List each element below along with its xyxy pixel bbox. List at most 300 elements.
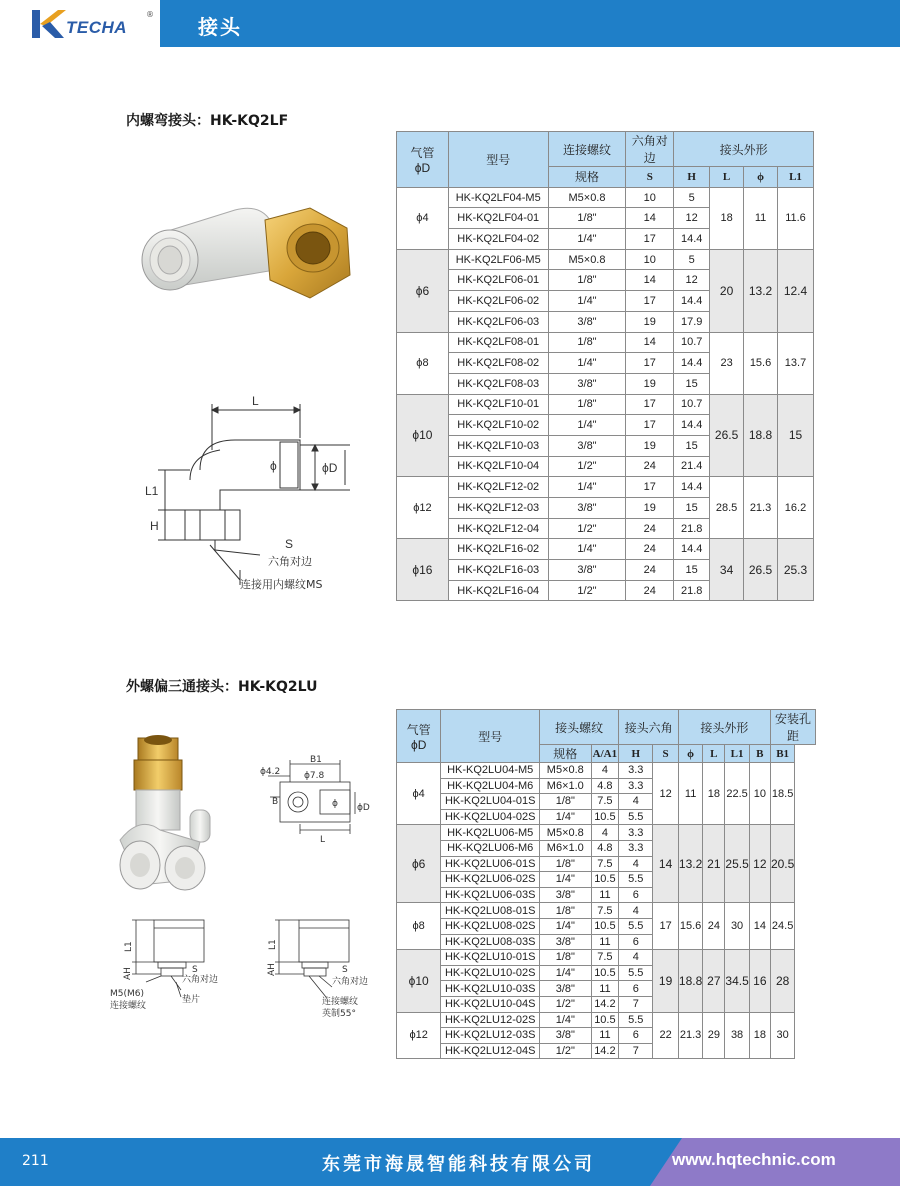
model-cell: HK-KQ2LU04-M6 (441, 778, 540, 794)
h-cell: 14.4 (674, 415, 710, 436)
s-cell: 14 (626, 270, 674, 291)
spec-cell: 1/8" (540, 856, 591, 872)
spec-cell: 1/4" (540, 965, 591, 981)
a-cell: 7.5 (591, 856, 619, 872)
header-hex-2: 接头六角 (619, 710, 679, 745)
header-hex: 六角对边 (626, 132, 674, 167)
l1-cell: 25.5 (725, 825, 749, 903)
b-cell: 18 (749, 1012, 770, 1059)
a-cell: 11 (591, 981, 619, 997)
s-cell: 24 (626, 456, 674, 477)
company-name: 东莞市海晟智能科技有限公司 (322, 1154, 595, 1175)
model-cell: HK-KQ2LF04-02 (448, 229, 548, 250)
phi-cell: 11 (678, 763, 702, 825)
h-cell: 3.3 (619, 763, 653, 779)
tube-size: ϕ4 (397, 763, 441, 825)
header-B: B (749, 745, 770, 763)
dim-L-label-2: L (320, 835, 326, 845)
dim-L1-label: L1 (145, 484, 159, 498)
header-B1: B1 (770, 745, 794, 763)
spec-cell: M5×0.8 (540, 825, 591, 841)
spec-cell: M5×0.8 (548, 187, 626, 208)
header-phi-2: ϕ (678, 745, 702, 763)
table-row (397, 825, 816, 841)
logo-registered-mark: ® (146, 10, 154, 19)
h-cell: 14.4 (674, 229, 710, 250)
header-L1: L1 (778, 167, 814, 188)
tube-size: ϕ8 (397, 903, 441, 950)
table-row (397, 187, 814, 208)
s-cell: 19 (626, 373, 674, 394)
header-H-2: H (619, 745, 653, 763)
model-cell: HK-KQ2LU04-02S (441, 809, 540, 825)
a-cell: 4 (591, 763, 619, 779)
header-tube: 气管 ϕD (397, 132, 449, 188)
model-cell: HK-KQ2LF12-02 (448, 477, 548, 498)
h-cell: 3.3 (619, 840, 653, 856)
a-cell: 10.5 (591, 1012, 619, 1028)
internal-thread-label: 连接用内螺纹MS (240, 578, 323, 591)
tube-size: ϕ6 (397, 249, 449, 332)
h-cell: 5.5 (619, 965, 653, 981)
phi-cell: 15.6 (678, 903, 702, 950)
h-cell: 5.5 (619, 872, 653, 888)
header-H: H (674, 167, 710, 188)
model-cell: HK-KQ2LU06-01S (441, 856, 540, 872)
british-thread-label: 英制55° (322, 1009, 356, 1019)
header-shape-2: 接头外形 (678, 710, 770, 745)
h-cell: 3.3 (619, 825, 653, 841)
l1-cell: 34.5 (725, 950, 749, 1012)
phi-cell: 26.5 (744, 539, 778, 601)
model-cell: HK-KQ2LU10-02S (441, 965, 540, 981)
h-cell: 5.5 (619, 809, 653, 825)
tube-size: ϕ16 (397, 539, 449, 601)
l-cell: 21 (703, 825, 725, 903)
s-cell: 10 (626, 187, 674, 208)
h-cell: 17.9 (674, 311, 710, 332)
s-cell: 14 (626, 208, 674, 229)
a-cell: 10.5 (591, 965, 619, 981)
header-thread-spec: 规格 (548, 167, 626, 188)
l-cell: 26.5 (710, 394, 744, 477)
tube-size: ϕ10 (397, 394, 449, 477)
kq2lu-product-photo (110, 730, 220, 900)
l1-cell: 12.4 (778, 249, 814, 332)
s-cell: 17 (626, 353, 674, 374)
hex-label-a: 六角对边 (182, 975, 219, 985)
phi-cell: 18.8 (744, 394, 778, 477)
h-cell: 7 (619, 996, 653, 1012)
model-cell: HK-KQ2LF10-01 (448, 394, 548, 415)
model-cell: HK-KQ2LF04-01 (448, 208, 548, 229)
b1-cell: 24.5 (770, 903, 794, 950)
a-cell: 7.5 (591, 950, 619, 966)
l1-cell: 16.2 (778, 477, 814, 539)
model-cell: HK-KQ2LU06-M5 (441, 825, 540, 841)
kq2lf-product-photo (125, 180, 375, 340)
spec-cell: 1/8" (548, 394, 626, 415)
dim-S-label-b: S (342, 965, 348, 975)
logo-mark-icon (28, 8, 68, 40)
b1-cell: 30 (770, 1012, 794, 1059)
b-cell: 16 (749, 950, 770, 1012)
h-cell: 15 (674, 435, 710, 456)
model-cell: HK-KQ2LF12-03 (448, 498, 548, 519)
h-cell: 15 (674, 373, 710, 394)
h-cell: 6 (619, 887, 653, 903)
model-cell: HK-KQ2LU06-03S (441, 887, 540, 903)
spec-cell: 1/2" (540, 1043, 591, 1059)
h-cell: 21.8 (674, 580, 710, 601)
l1-cell: 15 (778, 394, 814, 477)
h-cell: 6 (619, 1028, 653, 1044)
a-cell: 11 (591, 1028, 619, 1044)
conn-thread-label-b: 连接螺纹 (322, 997, 359, 1007)
washer-label: 垫片 (182, 995, 201, 1005)
l-cell: 23 (710, 332, 744, 394)
website-link[interactable]: www.hqtechnic.com (672, 1150, 836, 1169)
dim-B1-label: B1 (310, 755, 322, 765)
model-cell: HK-KQ2LU06-M6 (441, 840, 540, 856)
page-number: 211 (22, 1153, 49, 1169)
model-cell: HK-KQ2LF06-03 (448, 311, 548, 332)
l1-cell: 13.7 (778, 332, 814, 394)
s-cell: 17 (626, 394, 674, 415)
h-cell: 5 (674, 187, 710, 208)
l1-cell: 30 (725, 903, 749, 950)
h-cell: 4 (619, 794, 653, 810)
l-cell: 29 (703, 1012, 725, 1059)
s-cell: 22 (653, 1012, 679, 1059)
s-cell: 10 (626, 249, 674, 270)
model-cell: HK-KQ2LF16-04 (448, 580, 548, 601)
header-thread-spec-2: 规格 (540, 745, 591, 763)
table-row (397, 763, 816, 779)
spec-cell: 3/8" (540, 1028, 591, 1044)
dim-L1-label-b: L1 (268, 939, 278, 950)
page-footer (0, 1138, 900, 1186)
kq2lf-spec-table (396, 131, 814, 601)
l1-cell: 11.6 (778, 187, 814, 249)
a-cell: 4.8 (591, 840, 619, 856)
section2-title: 外螺偏三通接头：HK-KQ2LU (126, 679, 318, 695)
phi-cell: 13.2 (744, 249, 778, 332)
h-cell: 21.4 (674, 456, 710, 477)
l-cell: 34 (710, 539, 744, 601)
l-cell: 24 (703, 903, 725, 950)
model-cell: HK-KQ2LU08-03S (441, 934, 540, 950)
h-cell: 10.7 (674, 332, 710, 353)
kq2lf-dimension-drawing (140, 390, 380, 600)
dim-phi42-label: ϕ4.2 (260, 767, 281, 777)
header-L-2: L (703, 745, 725, 763)
spec-cell: 1/4" (548, 477, 626, 498)
model-cell: HK-KQ2LF04-M5 (448, 187, 548, 208)
a-cell: 10.5 (591, 809, 619, 825)
m5-m6-label: M5(M6) (110, 989, 145, 999)
spec-cell: 1/4" (548, 291, 626, 312)
h-cell: 12 (674, 270, 710, 291)
h-cell: 14.4 (674, 291, 710, 312)
spec-cell: 1/2" (548, 456, 626, 477)
spec-cell: 3/8" (548, 560, 626, 581)
h-cell: 4 (619, 903, 653, 919)
model-cell: HK-KQ2LU06-02S (441, 872, 540, 888)
tube-size: ϕ10 (397, 950, 441, 1012)
dim-L1-label-a: L1 (124, 941, 134, 952)
l1-cell: 38 (725, 1012, 749, 1059)
table-row (397, 1012, 816, 1028)
table-row (397, 332, 814, 353)
a-cell: 14.2 (591, 1043, 619, 1059)
header-thread: 连接螺纹 (548, 132, 626, 167)
spec-cell: M5×0.8 (540, 763, 591, 779)
a-cell: 7.5 (591, 903, 619, 919)
model-cell: HK-KQ2LU12-02S (441, 1012, 540, 1028)
header-model: 型号 (448, 132, 548, 188)
tube-size: ϕ12 (397, 477, 449, 539)
spec-cell: 1/4" (540, 809, 591, 825)
phi-cell: 11 (744, 187, 778, 249)
tube-size: ϕ6 (397, 825, 441, 903)
model-cell: HK-KQ2LF08-03 (448, 373, 548, 394)
spec-cell: 1/8" (540, 950, 591, 966)
model-cell: HK-KQ2LU10-03S (441, 981, 540, 997)
a-cell: 7.5 (591, 794, 619, 810)
h-cell: 5.5 (619, 1012, 653, 1028)
h-cell: 3.3 (619, 778, 653, 794)
model-cell: HK-KQ2LU08-02S (441, 918, 540, 934)
dim-H-label: H (150, 519, 159, 533)
s-cell: 17 (626, 415, 674, 436)
model-cell: HK-KQ2LU12-03S (441, 1028, 540, 1044)
logo (0, 0, 160, 47)
h-cell: 14.4 (674, 477, 710, 498)
model-cell: HK-KQ2LU10-04S (441, 996, 540, 1012)
logo-text: TECHA (66, 18, 128, 37)
kq2lu-spec-table (396, 709, 816, 1059)
dim-phi78-label: ϕ7.8 (304, 771, 325, 781)
model-cell: HK-KQ2LF06-02 (448, 291, 548, 312)
spec-cell: 3/8" (540, 887, 591, 903)
header-A: A/A1 (591, 745, 619, 763)
model-cell: HK-KQ2LF06-01 (448, 270, 548, 291)
header-L1-2: L1 (725, 745, 749, 763)
kq2lu-side-drawing-metric (106, 912, 246, 1022)
a-cell: 11 (591, 887, 619, 903)
s-cell: 17 (626, 229, 674, 250)
spec-cell: 1/2" (540, 996, 591, 1012)
table-row (397, 539, 814, 560)
spec-cell: 3/8" (548, 311, 626, 332)
spec-cell: 1/8" (548, 270, 626, 291)
spec-cell: 3/8" (540, 981, 591, 997)
table-row (397, 249, 814, 270)
s-cell: 24 (626, 539, 674, 560)
spec-cell: M6×1.0 (540, 840, 591, 856)
h-cell: 15 (674, 498, 710, 519)
spec-cell: 3/8" (548, 498, 626, 519)
header-model-2: 型号 (441, 710, 540, 763)
s-cell: 14 (626, 332, 674, 353)
l-cell: 18 (703, 763, 725, 825)
table-row (397, 477, 814, 498)
s-cell: 24 (626, 560, 674, 581)
model-cell: HK-KQ2LU12-04S (441, 1043, 540, 1059)
h-cell: 4 (619, 950, 653, 966)
phi-cell: 15.6 (744, 332, 778, 394)
a-cell: 4.8 (591, 778, 619, 794)
page-title: 接头 (198, 15, 242, 39)
spec-cell: 1/8" (540, 794, 591, 810)
s-cell: 24 (626, 518, 674, 539)
b-cell: 12 (749, 825, 770, 903)
header-L: L (710, 167, 744, 188)
spec-cell: 1/4" (540, 1012, 591, 1028)
dim-S-label-a: S (192, 965, 198, 975)
h-cell: 6 (619, 934, 653, 950)
dim-phi-label-2: ϕ (332, 799, 338, 809)
spec-cell: 1/8" (548, 208, 626, 229)
s-cell: 24 (626, 580, 674, 601)
spec-cell: 1/8" (548, 332, 626, 353)
model-cell: HK-KQ2LF10-03 (448, 435, 548, 456)
phi-cell: 21.3 (744, 477, 778, 539)
phi-cell: 21.3 (678, 1012, 702, 1059)
a-cell: 10.5 (591, 918, 619, 934)
l-cell: 28.5 (710, 477, 744, 539)
spec-cell: M5×0.8 (548, 249, 626, 270)
b1-cell: 28 (770, 950, 794, 1012)
h-cell: 10.7 (674, 394, 710, 415)
h-cell: 14.4 (674, 353, 710, 374)
section1-title: 内螺弯接头：HK-KQ2LF (126, 113, 289, 129)
h-cell: 21.8 (674, 518, 710, 539)
header-shape: 接头外形 (674, 132, 814, 167)
dim-phiD-label: ϕD (322, 461, 338, 475)
s-cell: 17 (653, 903, 679, 950)
h-cell: 15 (674, 560, 710, 581)
dim-AH-label-a: AH (123, 967, 133, 980)
s-cell: 12 (653, 763, 679, 825)
spec-cell: 3/8" (548, 373, 626, 394)
l1-cell: 22.5 (725, 763, 749, 825)
tube-size: ϕ12 (397, 1012, 441, 1059)
kq2lu-top-view-drawing (260, 752, 370, 862)
b1-cell: 20.5 (770, 825, 794, 903)
header-S: S (626, 167, 674, 188)
page-header (0, 0, 900, 47)
s-cell: 19 (653, 950, 679, 1012)
a-cell: 4 (591, 825, 619, 841)
h-cell: 7 (619, 1043, 653, 1059)
tube-size: ϕ8 (397, 332, 449, 394)
model-cell: HK-KQ2LU08-01S (441, 903, 540, 919)
dim-AH-label-b: AH (267, 963, 277, 976)
kq2lu-side-drawing-imperial (264, 912, 384, 1022)
model-cell: HK-KQ2LF16-03 (448, 560, 548, 581)
b-cell: 10 (749, 763, 770, 825)
spec-cell: M6×1.0 (540, 778, 591, 794)
dim-phi-label: ϕ (270, 459, 277, 473)
header-thread-2: 接头螺纹 (540, 710, 619, 745)
header-mount: 安装孔距 (770, 710, 815, 745)
h-cell: 6 (619, 981, 653, 997)
hex-across-flats-label: 六角对边 (268, 555, 312, 568)
dim-L-label: L (252, 394, 259, 408)
l-cell: 27 (703, 950, 725, 1012)
header-S-2: S (653, 745, 679, 763)
header-phi: ϕ (744, 167, 778, 188)
spec-cell: 1/4" (540, 872, 591, 888)
a-cell: 14.2 (591, 996, 619, 1012)
model-cell: HK-KQ2LF16-02 (448, 539, 548, 560)
l-cell: 20 (710, 249, 744, 332)
spec-cell: 1/4" (548, 353, 626, 374)
a-cell: 10.5 (591, 872, 619, 888)
hex-label-b: 六角对边 (332, 977, 369, 987)
spec-cell: 1/4" (540, 918, 591, 934)
h-cell: 5 (674, 249, 710, 270)
h-cell: 12 (674, 208, 710, 229)
a-cell: 11 (591, 934, 619, 950)
conn-thread-label-a: 连接螺纹 (110, 1001, 147, 1011)
table-row (397, 394, 814, 415)
table-row (397, 903, 816, 919)
model-cell: HK-KQ2LF12-04 (448, 518, 548, 539)
s-cell: 19 (626, 311, 674, 332)
table-row (397, 950, 816, 966)
phi-cell: 13.2 (678, 825, 702, 903)
model-cell: HK-KQ2LF08-01 (448, 332, 548, 353)
model-cell: HK-KQ2LF06-M5 (448, 249, 548, 270)
s-cell: 19 (626, 435, 674, 456)
l1-cell: 25.3 (778, 539, 814, 601)
model-cell: HK-KQ2LF10-04 (448, 456, 548, 477)
tube-size: ϕ4 (397, 187, 449, 249)
spec-cell: 1/4" (548, 415, 626, 436)
spec-cell: 1/4" (548, 229, 626, 250)
spec-cell: 3/8" (548, 435, 626, 456)
dim-B-label: B (272, 797, 279, 807)
phi-cell: 18.8 (678, 950, 702, 1012)
kq2lu-table-body (397, 763, 816, 1059)
model-cell: HK-KQ2LF08-02 (448, 353, 548, 374)
model-cell: HK-KQ2LU10-01S (441, 950, 540, 966)
dim-phiD-label-2: ϕD (357, 803, 370, 813)
b1-cell: 18.5 (770, 763, 794, 825)
s-cell: 14 (653, 825, 679, 903)
h-cell: 4 (619, 856, 653, 872)
s-cell: 19 (626, 498, 674, 519)
model-cell: HK-KQ2LF10-02 (448, 415, 548, 436)
s-cell: 17 (626, 477, 674, 498)
spec-cell: 1/8" (540, 903, 591, 919)
spec-cell: 3/8" (540, 934, 591, 950)
h-cell: 14.4 (674, 539, 710, 560)
l-cell: 18 (710, 187, 744, 249)
spec-cell: 1/4" (548, 539, 626, 560)
header-tube-2: 气管 ϕD (397, 710, 441, 763)
s-cell: 17 (626, 291, 674, 312)
b-cell: 14 (749, 903, 770, 950)
h-cell: 5.5 (619, 918, 653, 934)
kq2lf-table-body (397, 187, 814, 601)
model-cell: HK-KQ2LU04-01S (441, 794, 540, 810)
dim-S-label: S (285, 537, 294, 551)
model-cell: HK-KQ2LU04-M5 (441, 763, 540, 779)
